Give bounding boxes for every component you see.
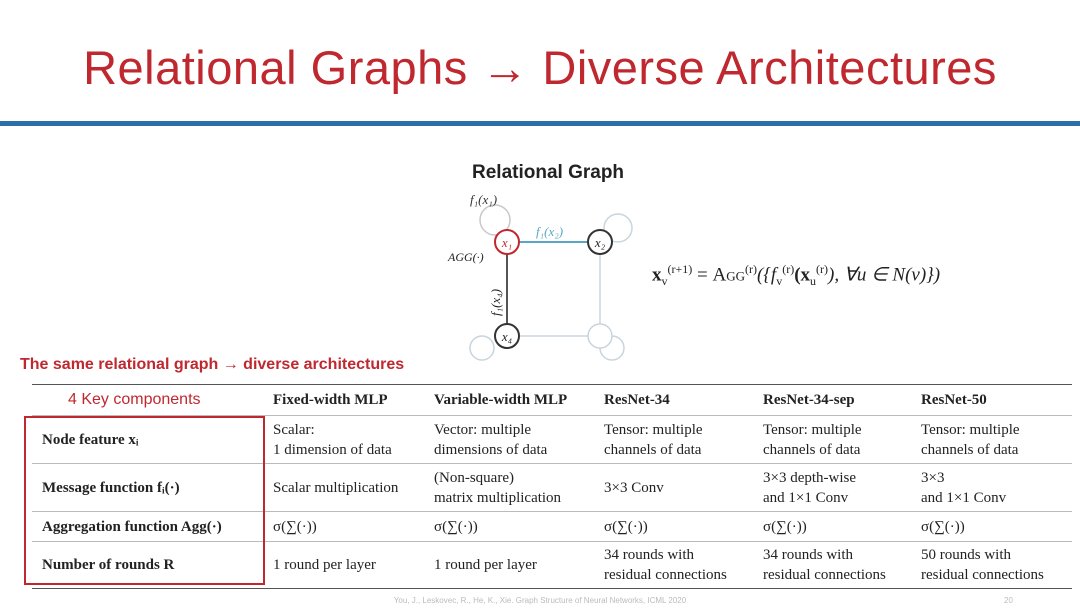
self-loop-label: f₁(x₁) bbox=[470, 192, 498, 207]
formula-f-sub: v bbox=[776, 274, 783, 289]
row-label: Message function fᵢ(·) bbox=[32, 464, 263, 512]
graph-title: Relational Graph bbox=[472, 162, 625, 183]
row-label: Node feature xᵢ bbox=[32, 416, 263, 464]
slide-title: Relational Graphs → Diverse Architectures bbox=[83, 41, 997, 94]
table-cell: σ(∑(·)) bbox=[594, 512, 753, 542]
table-cell: (Non-square) matrix multiplication bbox=[424, 464, 594, 512]
formula-body-open: ({f bbox=[756, 264, 777, 286]
formula-agg-sup: (r) bbox=[744, 262, 757, 276]
node-x3 bbox=[588, 324, 612, 348]
formula-agg: Agg bbox=[712, 264, 745, 286]
table-cell: Tensor: multiple channels of data bbox=[753, 416, 911, 464]
table-cell: σ(∑(·)) bbox=[753, 512, 911, 542]
table-cell: 1 round per layer bbox=[424, 542, 594, 588]
table-cell: Tensor: multiple channels of data bbox=[911, 416, 1072, 464]
relational-graph bbox=[440, 188, 660, 364]
row-label: Number of rounds R bbox=[32, 542, 263, 588]
table-cell: Vector: multiple dimensions of data bbox=[424, 416, 594, 464]
table-cell: σ(∑(·)) bbox=[424, 512, 594, 542]
self-loop-x4 bbox=[470, 336, 494, 360]
citation-footer: You, J., Leskovec, R., He, K., Xie. Graph Structure of Neural Networks, ICML 2020 bbox=[393, 596, 687, 605]
node-x2-label: x₂ bbox=[594, 235, 606, 250]
table-cell: 1 round per layer bbox=[263, 542, 424, 588]
formula-lhs: x bbox=[652, 264, 662, 286]
table-cell: Scalar: 1 dimension of data bbox=[263, 416, 424, 464]
column-header: Fixed-width MLP bbox=[273, 392, 388, 408]
column-header: ResNet-50 bbox=[921, 392, 987, 408]
column-header: ResNet-34 bbox=[604, 392, 670, 408]
formula-lhs-sup: (r+1) bbox=[667, 262, 693, 276]
formula-arg-sup: (r) bbox=[816, 262, 829, 276]
table-cell: 34 rounds with residual connections bbox=[594, 542, 753, 588]
formula-eq: = bbox=[692, 264, 713, 286]
edge-top-label: f₁(x₂) bbox=[536, 224, 564, 239]
column-header: Variable-width MLP bbox=[434, 392, 568, 408]
node-x1-label: x₁ bbox=[501, 235, 513, 250]
key-components-highlight-box bbox=[24, 416, 265, 585]
update-formula bbox=[652, 262, 940, 289]
formula-lhs-sub: v bbox=[661, 274, 668, 289]
title-divider bbox=[0, 121, 1080, 126]
column-header: ResNet-34-sep bbox=[763, 392, 855, 408]
row-label: Aggregation function Agg(·) bbox=[32, 512, 263, 542]
table-cell: 3×3 depth-wise and 1×1 Conv bbox=[753, 464, 911, 512]
table-cell: σ(∑(·)) bbox=[263, 512, 424, 542]
formula-body-close: ), ∀u ∈ N(v)}) bbox=[828, 264, 941, 286]
agg-label: AGG(·) bbox=[448, 250, 484, 264]
table-cell: 3×3 and 1×1 Conv bbox=[911, 464, 1072, 512]
table-bottom-rule bbox=[32, 588, 1072, 589]
formula-arg-sub: u bbox=[810, 274, 817, 289]
table-cell: 3×3 Conv bbox=[594, 464, 753, 512]
table-cell: 34 rounds with residual connections bbox=[753, 542, 911, 588]
edge-left-label: f₁(x₄) bbox=[488, 288, 503, 316]
formula-f-sup: (r) bbox=[782, 262, 795, 276]
formula-arg-open: (x bbox=[794, 264, 811, 286]
key-components-header: 4 Key components bbox=[68, 391, 201, 408]
node-x4-label: x₄ bbox=[501, 329, 513, 344]
section-subtitle: The same relational graph → diverse architectures bbox=[20, 356, 405, 373]
table-cell: Scalar multiplication bbox=[263, 464, 424, 512]
table-header-row bbox=[32, 385, 1072, 416]
table-cell: σ(∑(·)) bbox=[911, 512, 1072, 542]
table-cell: 50 rounds with residual connections bbox=[911, 542, 1072, 588]
table-cell: Tensor: multiple channels of data bbox=[594, 416, 753, 464]
page-number: 20 bbox=[1004, 596, 1013, 605]
